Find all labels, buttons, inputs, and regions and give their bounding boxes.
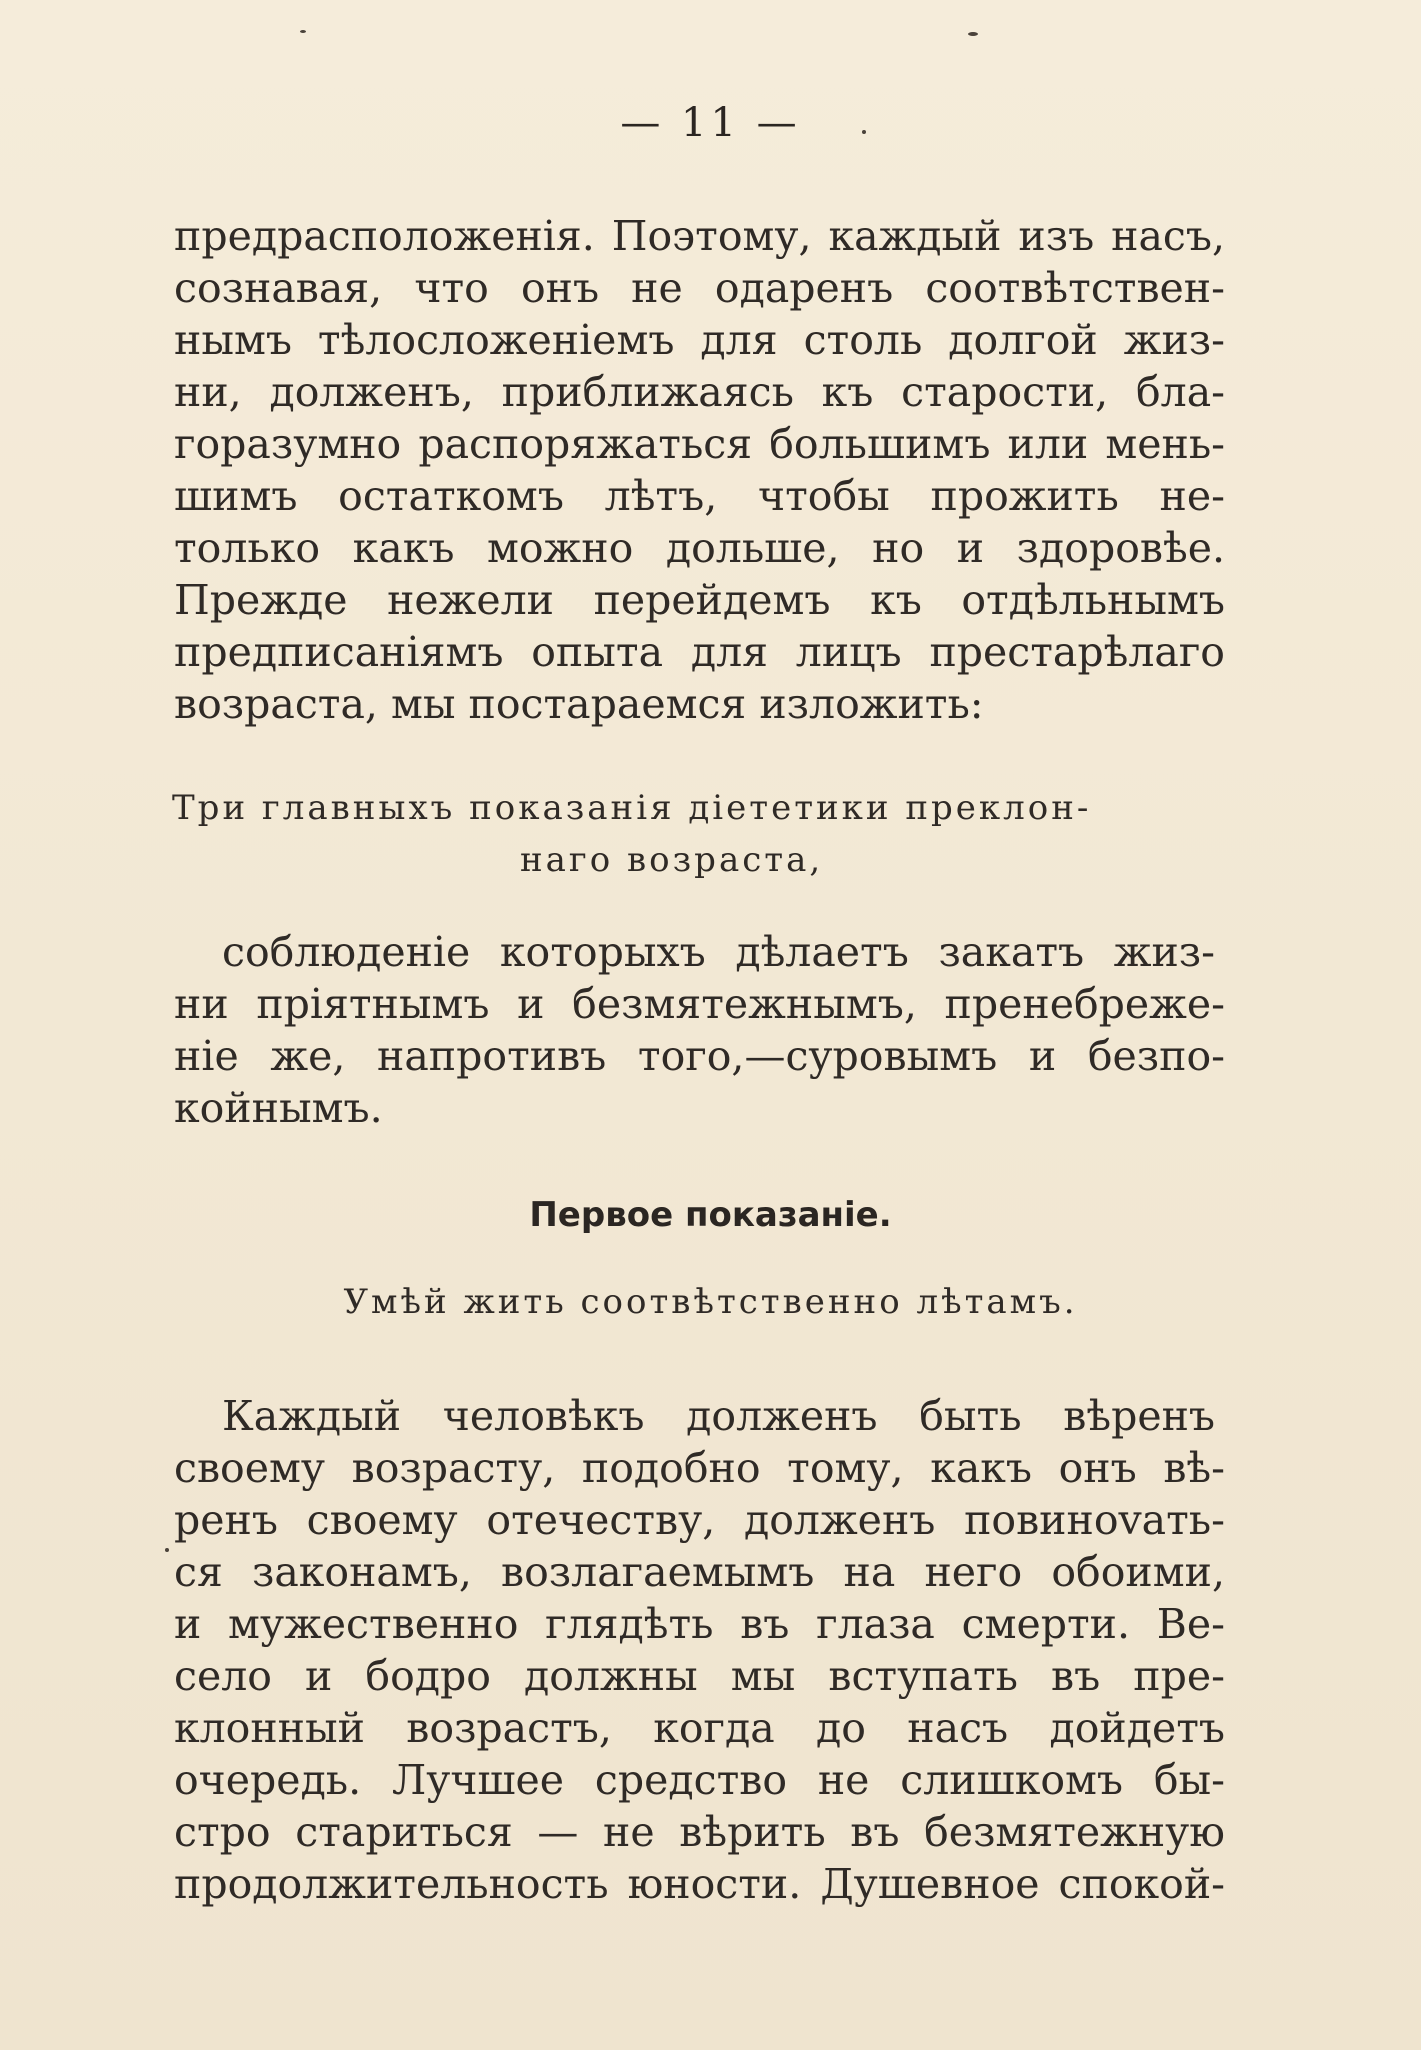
paragraph-line: очередь. Лучшее средство не слишкомъ бы- bbox=[174, 1756, 1225, 1804]
section-motto: Умѣй жить соотвѣтственно лѣтамъ. bbox=[343, 1282, 1078, 1322]
paragraph-line: своему возрасту, подобно тому, какъ онъ вѣ- bbox=[174, 1444, 1225, 1492]
paragraph-line: ніе же, напротивъ того,—суровымъ и безпо- bbox=[174, 1032, 1225, 1080]
paragraph-line: стро стариться — не вѣрить въ безмятежную bbox=[174, 1808, 1225, 1856]
page-number: — 11 — bbox=[620, 100, 801, 146]
paragraph-line: предрасположенія. Поэтому, каждый изъ насъ, bbox=[174, 212, 1225, 260]
paragraph-line: соблюденіе которыхъ дѣлаетъ закатъ жиз- bbox=[222, 928, 1215, 976]
paragraph-line: сознавая, что онъ не одаренъ соотвѣтствен- bbox=[174, 264, 1225, 312]
paragraph-line: и мужественно глядѣть въ глаза смерти. Ве- bbox=[174, 1600, 1225, 1648]
paragraph-line: продолжительность юности. Душевное спокой- bbox=[174, 1860, 1225, 1908]
paragraph-line: ни пріятнымъ и безмятежнымъ, пренебреже- bbox=[174, 980, 1225, 1028]
paragraph-line: горазумно распоряжаться большимъ или мень- bbox=[174, 420, 1225, 468]
ink-speck bbox=[862, 130, 866, 134]
paragraph-line: шимъ остаткомъ лѣтъ, чтобы прожить не- bbox=[174, 472, 1225, 520]
paragraph-line: Прежде нежели перейдемъ къ отдѣльнымъ bbox=[174, 576, 1225, 624]
ink-speck bbox=[300, 30, 306, 33]
paragraph-line: ренъ своему отечеству, долженъ повиноvать- bbox=[174, 1496, 1225, 1544]
ink-speck bbox=[165, 1548, 169, 1552]
section-title: Первое показаніе. bbox=[529, 1195, 892, 1235]
paragraph-line: только какъ можно дольше, но и здоровѣе. bbox=[174, 524, 1225, 572]
paragraph-line: предписаніямъ опыта для лицъ престарѣлаго bbox=[174, 628, 1225, 676]
paragraph-line: ни, долженъ, приближаясь къ старости, бла- bbox=[174, 368, 1225, 416]
paragraph-line: ся законамъ, возлагаемымъ на него обоими, bbox=[174, 1548, 1225, 1596]
paragraph-line: Каждый человѣкъ долженъ быть вѣренъ bbox=[222, 1392, 1215, 1440]
ink-speck bbox=[968, 32, 978, 36]
heading-line: Три главныхъ показанія діететики преклон- bbox=[172, 788, 1092, 828]
paragraph-line: койнымъ. bbox=[174, 1084, 383, 1132]
paragraph-line: возраста, мы постараемся изложить: bbox=[174, 680, 984, 728]
heading-line: наго возраста, bbox=[520, 840, 824, 880]
paragraph-line: нымъ тѣлосложеніемъ для столь долгой жиз- bbox=[174, 316, 1225, 364]
paragraph-line: село и бодро должны мы вступать въ пре- bbox=[174, 1652, 1225, 1700]
paragraph-line: клонный возрастъ, когда до насъ дойдетъ bbox=[174, 1704, 1225, 1752]
